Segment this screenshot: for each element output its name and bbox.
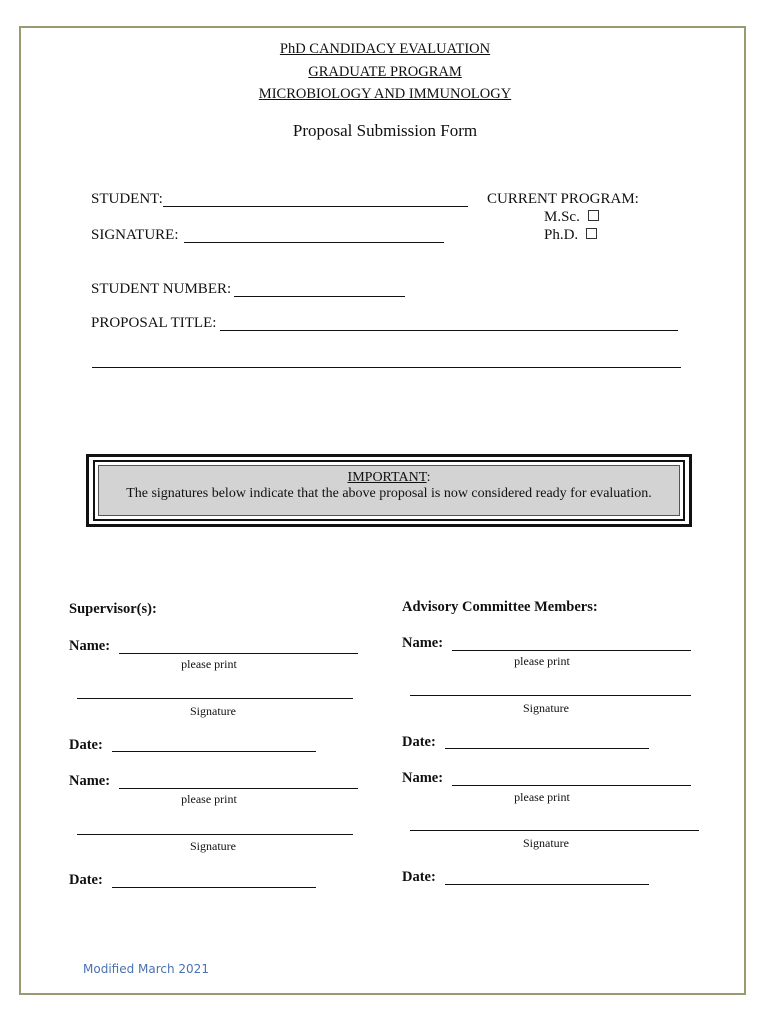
proposal-title-label: PROPOSAL TITLE: (91, 315, 217, 331)
committee-2-date-field[interactable] (445, 884, 649, 885)
proposal-title-field[interactable] (220, 330, 678, 331)
modified-date: Modified March 2021 (83, 962, 209, 976)
committee-2-name-field[interactable] (452, 785, 691, 786)
proposal-title-field-line-2[interactable] (92, 367, 681, 368)
student-number-field[interactable] (234, 296, 405, 297)
msc-label: M.Sc. (544, 209, 580, 225)
header-line-3: MICROBIOLOGY AND IMMUNOLOGY (258, 86, 512, 102)
committee-1-please-print: please print (514, 654, 570, 668)
committee-2-date-label: Date: (402, 869, 436, 885)
supervisor-2-signature-field[interactable] (77, 834, 353, 835)
student-label: STUDENT: (91, 191, 163, 207)
committee-2-signature-caption: Signature (523, 836, 569, 850)
important-notice-inner-border (93, 460, 685, 521)
student-number-label: STUDENT NUMBER: (91, 281, 232, 297)
phd-checkbox[interactable] (586, 228, 597, 239)
important-notice-box (86, 454, 692, 527)
supervisor-2-date-field[interactable] (112, 887, 316, 888)
msc-option (544, 209, 599, 226)
current-program-label: CURRENT PROGRAM: (487, 191, 639, 207)
committee-1-name-label: Name: (402, 635, 444, 651)
supervisor-2-please-print: please print (181, 792, 237, 806)
supervisor-1-signature-caption: Signature (190, 704, 236, 718)
supervisor-1-please-print: please print (181, 657, 237, 671)
form-title: Proposal Submission Form (292, 121, 478, 140)
msc-checkbox[interactable] (588, 210, 599, 221)
phd-label: Ph.D. (544, 227, 579, 243)
committee-1-date-field[interactable] (445, 748, 649, 749)
phd-option (544, 227, 597, 244)
important-heading-text: IMPORTANT (347, 470, 427, 485)
header-line-2: GRADUATE PROGRAM (308, 64, 462, 80)
supervisor-2-date-label: Date: (69, 872, 103, 888)
student-name-field[interactable] (163, 206, 468, 207)
important-heading (99, 470, 679, 486)
supervisor-1-signature-field[interactable] (77, 698, 353, 699)
important-notice-content (98, 465, 680, 516)
important-notice-text: The signatures below indicate that the above proposal is now considered ready for evaluation. (126, 486, 652, 501)
committee-1-signature-field[interactable] (410, 695, 691, 696)
supervisor-2-name-field[interactable] (119, 788, 358, 789)
signature-label: SIGNATURE: (91, 227, 179, 243)
important-heading-colon: : (426, 470, 431, 485)
student-signature-field[interactable] (184, 242, 444, 243)
supervisor-1-date-label: Date: (69, 737, 103, 753)
committee-2-signature-field[interactable] (410, 830, 699, 831)
committee-1-name-field[interactable] (452, 650, 691, 651)
supervisor-1-date-field[interactable] (112, 751, 316, 752)
supervisor-2-name-label: Name: (69, 773, 111, 789)
committee-1-signature-caption: Signature (523, 701, 569, 715)
committee-1-date-label: Date: (402, 734, 436, 750)
committee-heading: Advisory Committee Members: (402, 599, 598, 615)
supervisor-1-name-label: Name: (69, 638, 111, 654)
supervisor-1-name-field[interactable] (119, 653, 358, 654)
header-line-1: PhD CANDIDACY EVALUATION (279, 41, 491, 57)
supervisor-2-signature-caption: Signature (190, 839, 236, 853)
committee-2-please-print: please print (514, 790, 570, 804)
committee-2-name-label: Name: (402, 770, 444, 786)
supervisors-heading: Supervisor(s): (69, 601, 157, 617)
